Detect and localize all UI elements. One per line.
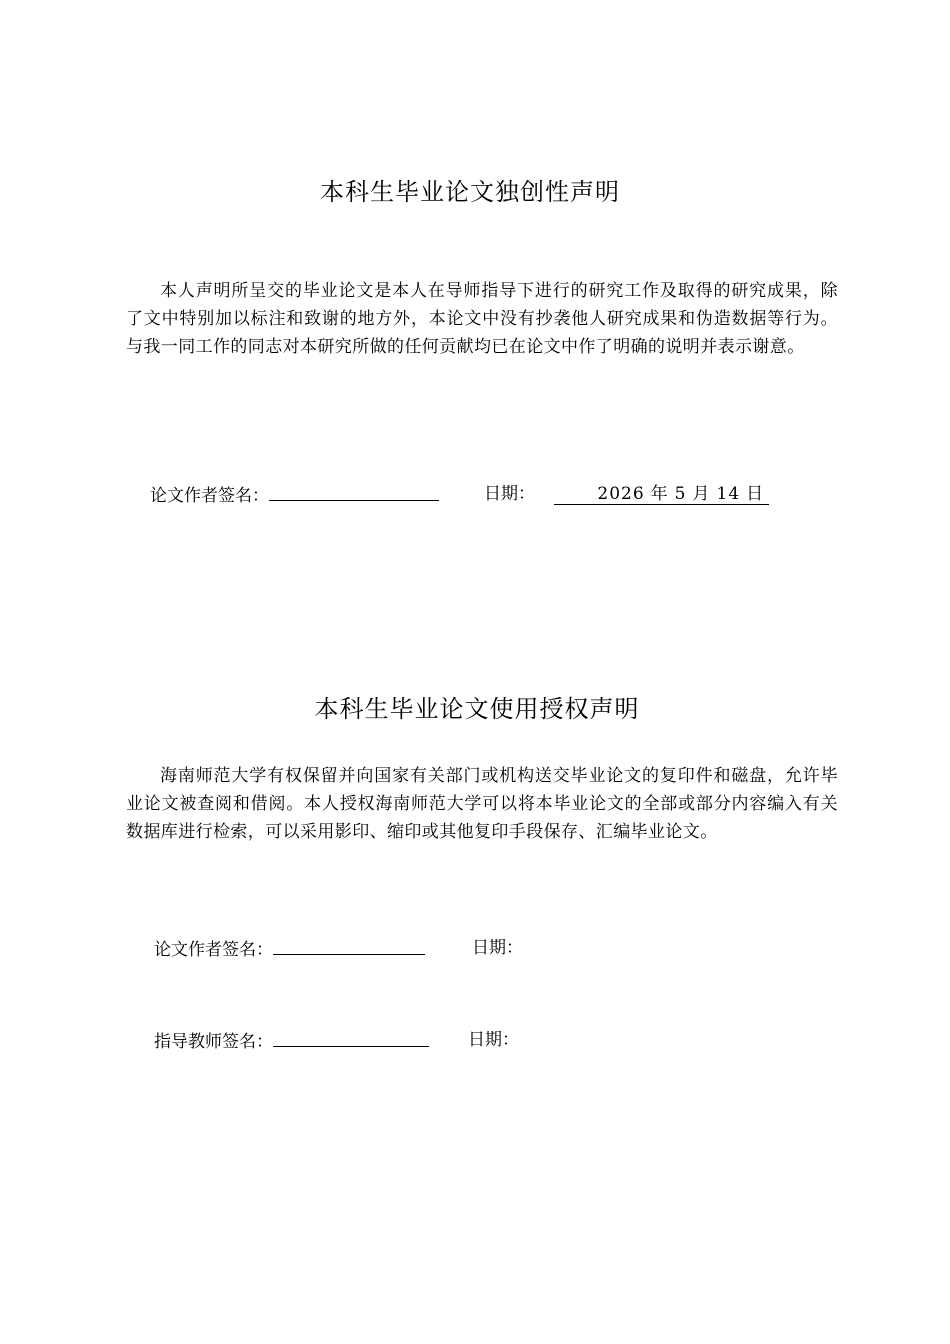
date-label: 日期： bbox=[472, 938, 523, 958]
date-year: 2026 bbox=[597, 484, 645, 504]
date-year-unit: 年 bbox=[650, 484, 669, 504]
authorization-title: 本科生毕业论文使用授权声明 bbox=[314, 695, 640, 723]
date-label: 日期： bbox=[484, 484, 535, 504]
author-sign-label: 论文作者签名： bbox=[150, 486, 269, 506]
originality-body: 本人声明所呈交的毕业论文是本人在导师指导下进行的研究工作及取得的研究成果，除了文中特别加以标注和致谢的地方外，本论文中没有抄袭他人研究成果和伪造数据等行为。与我一同工作的同志对本研究所做的任何贡献均已在论文中作了明确的说明并表示谢意。 bbox=[126, 281, 838, 357]
originality-author-signature bbox=[150, 482, 439, 508]
originality-title: 本科生毕业论文独创性声明 bbox=[320, 178, 620, 206]
author-sign-label: 论文作者签名： bbox=[154, 940, 273, 960]
date-month-unit: 月 bbox=[692, 484, 711, 504]
date-day-unit: 日 bbox=[746, 484, 765, 504]
originality-date bbox=[484, 482, 769, 506]
date-value[interactable] bbox=[554, 484, 769, 505]
authorization-advisor-signature bbox=[154, 1028, 429, 1054]
author-sign-blank[interactable] bbox=[273, 936, 425, 955]
authorization-advisor-date bbox=[468, 1028, 519, 1052]
author-sign-blank[interactable] bbox=[269, 482, 439, 501]
advisor-sign-blank[interactable] bbox=[273, 1028, 429, 1047]
authorization-body: 海南师范大学有权保留并向国家有关部门或机构送交毕业论文的复印件和磁盘，允许毕业论文被查阅和借阅。本人授权海南师范大学可以将本毕业论文的全部或部分内容编入有关数据库进行检索，可以采用影印、缩印或其他复印手段保存、汇编毕业论文。 bbox=[126, 766, 838, 842]
date-month: 5 bbox=[674, 484, 687, 504]
date-day: 14 bbox=[716, 484, 741, 504]
advisor-sign-label: 指导教师签名： bbox=[154, 1032, 273, 1052]
authorization-author-signature bbox=[154, 936, 425, 962]
authorization-author-date bbox=[472, 936, 523, 960]
date-label: 日期： bbox=[468, 1030, 519, 1050]
